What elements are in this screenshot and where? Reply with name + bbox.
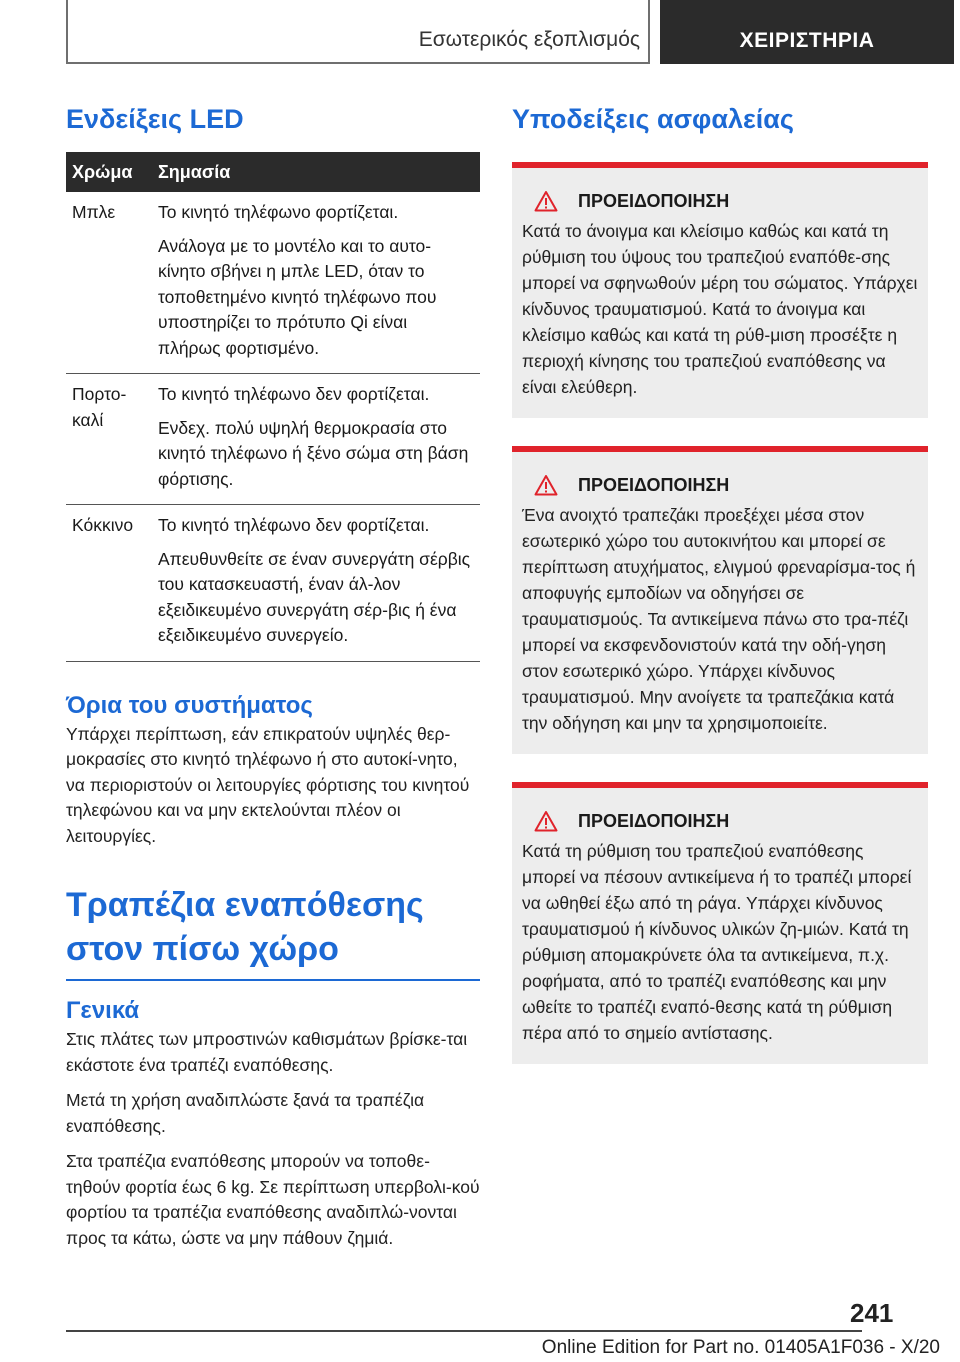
table-row <box>66 374 480 505</box>
warning-triangle-icon <box>534 474 558 496</box>
led-meaning-cell <box>152 374 480 505</box>
warning-title <box>522 810 918 832</box>
led-color-cell: Μπλε <box>66 192 152 374</box>
warning-box <box>512 446 928 754</box>
page-number: 241 <box>850 1298 894 1328</box>
limits-text: Υπάρχει περίπτωση, εάν επικρατούν υψηλές θερ-μοκρασίες στο κινητό τηλέφωνο ή στο αυτοκί-νητο, να περιοριστούν οι λειτουργίες φόρτισης του κινητού τηλεφώνου και να μην εκτελούνται πλέον οι λειτουργίες. <box>66 723 470 846</box>
header-bottom-border <box>66 62 649 64</box>
warning-text: Ένα ανοιχτό τραπεζάκι προεξέχει μέσα στον εσωτερικό χώρο του αυτοκινήτου και μπορεί σε περίπτωση ατυχήματος, ελιγμού φρεναρίσμα-τος ή αποφυγής εμποδίων να οδηγήσει σε τραυματισμούς. Τα αντικείμενα πάνω στο τρα-πέζι μπορεί να εκσφενδονιστούν κατά την οδή-γηση στον εσωτερικό χώρο. Υπάρχει κίνδυνος τραυματισμού. Μην ανοίγετε τα τραπεζάκια κατά την οδήγηση και μην τα χρησιμοποιείτε. <box>522 505 916 733</box>
led-table <box>66 152 480 662</box>
general-paragraph: Στα τραπέζια εναπόθεσης μπορούν να τοποθε-τηθούν φορτία έως 6 kg. Σε περίπτωση υπερβολι-κού φορτίου τα τραπέζια εναπόθεσης αναδιπλώ-νονται προς τα κάτω, ώστε να μην πάθουν ζημιά. <box>66 1151 480 1248</box>
warning-box <box>512 782 928 1064</box>
warning-triangle-icon <box>534 810 558 832</box>
warning-box <box>512 162 928 418</box>
warning-title <box>522 190 918 212</box>
led-col-color: Χρώμα <box>72 161 133 182</box>
general-paragraph: Μετά τη χρήση αναδιπλώστε ξανά τα τραπέζια εναπόθεσης. <box>66 1090 425 1136</box>
right-column <box>512 100 928 1092</box>
header-section-title: Εσωτερικός εξοπλισμός <box>418 28 640 51</box>
led-meaning-line: Απευθυνθείτε σε έναν συνεργάτη σέρβις του κατασκευαστή, έναν άλ-λον εξειδικευμένο συνεργάτη σέρ-βις ή ένα εξειδικευμένο συνεργείο. <box>158 548 471 645</box>
safety-heading: Υποδείξεις ασφαλείας <box>512 104 794 134</box>
left-column <box>66 100 480 1261</box>
warning-triangle-icon <box>534 190 558 212</box>
led-meaning-cell <box>152 192 480 374</box>
warning-title <box>522 474 918 496</box>
led-color-cell: Πορτο-καλί <box>66 374 152 505</box>
led-meaning-line: Ενδεχ. πολύ υψηλή θερμοκρασία στο κινητό τηλέφωνο ή ξένο σώμα στη βάση φόρτισης. <box>158 417 469 489</box>
warning-label: ΠΡΟΕΙΔΟΠΟΙΗΣΗ <box>578 810 730 831</box>
led-heading: Ενδείξεις LED <box>66 104 244 134</box>
led-meaning-cell <box>152 505 480 662</box>
header-separator <box>648 0 650 64</box>
led-meaning-line: Το κινητό τηλέφωνο δεν φορτίζεται. <box>158 384 430 404</box>
led-meaning-line: Ανάλογα με το μοντέλο και το αυτο-κίνητο σβήνει η μπλε LED, όταν το τοποθετημένο κινητό τηλέφωνο που υποστηρίζει το πρότυπο Qi είναι πλήρως φορτισμένο. <box>158 235 437 358</box>
warning-text: Κατά το άνοιγμα και κλείσιμο καθώς και κατά τη ρύθμιση του ύψους του τραπεζιού εναπόθε-σης μπορεί να σφηνωθούν μέρη του σώματος. Υπάρχει κίνδυνος τραυματισμού. Κατά το άνοιγμα και κλείσιμο καθώς και κατά τη ρύθ-μιση προσέξτε η περιοχή κίνησης του τραπεζιού εναπόθεσης να είναι ελεύθερη. <box>522 221 918 397</box>
led-meaning-line: Το κινητό τηλέφωνο δεν φορτίζεται. <box>158 515 430 535</box>
table-row <box>66 505 480 662</box>
general-paragraph: Στις πλάτες των μπροστινών καθισμάτων βρίσκε-ται εκάστοτε ένα τραπέζι εναπόθεσης. <box>66 1029 468 1075</box>
limits-heading: Όρια του συστήματος <box>66 691 313 719</box>
led-meaning-line: Το κινητό τηλέφωνο φορτίζεται. <box>158 202 399 222</box>
warning-label: ΠΡΟΕΙΔΟΠΟΙΗΣΗ <box>578 474 730 495</box>
led-col-meaning: Σημασία <box>158 161 231 182</box>
warning-label: ΠΡΟΕΙΔΟΠΟΙΗΣΗ <box>578 190 730 211</box>
trays-heading <box>66 883 480 971</box>
footer-rule <box>66 1330 862 1332</box>
header-left-border <box>66 0 68 64</box>
trays-heading-line1: Τραπέζια εναπόθεσης <box>66 886 424 924</box>
led-color-cell: Κόκκινο <box>66 505 152 662</box>
led-table-header <box>66 152 480 192</box>
heading-divider <box>66 979 480 981</box>
general-heading: Γενικά <box>66 997 140 1024</box>
trays-heading-line2: στον πίσω χώρο <box>66 930 339 968</box>
header-chapter-tab[interactable]: ΧΕΙΡΙΣΤΗΡΙΑ <box>660 0 954 64</box>
table-row <box>66 192 480 374</box>
warning-text: Κατά τη ρύθμιση του τραπεζιού εναπόθεσης μπορεί να πέσουν αντικείμενα ή το τραπέζι μπορεί να ωθηθεί έξω από τη ράγα. Υπάρχει κίνδυνος τραυματισμού ή κίνδυνος υλικών ζη-μιών. Κατά τη ρύθμιση απομακρύνετε όλα τα αντικείμενα, π.χ. ροφήματα, από το τραπέζι εναπόθεσης και μην ωθείτε το τραπέζι εναπό-θεσης κατά τη ρύθμιση πέρα από το σημείο αντίστασης. <box>522 841 912 1043</box>
footer-edition: Online Edition for Part no. 01405A1F036 - X/20 <box>541 1337 940 1358</box>
